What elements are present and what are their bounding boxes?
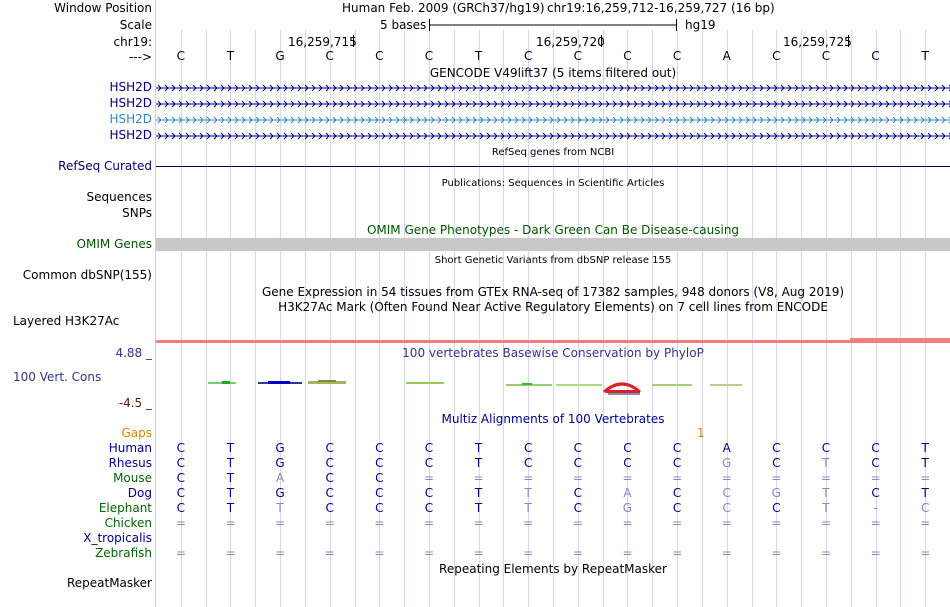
alignment-base: C [821, 441, 831, 455]
alignment-base: T [226, 486, 235, 500]
label-species[interactable]: Human [108, 441, 152, 455]
label-100-vert-cons[interactable]: 100 Vert. Cons [13, 370, 102, 384]
alignment-base: C [176, 441, 185, 455]
alignment-base: C [176, 486, 185, 500]
refseq-gene-line[interactable] [156, 166, 950, 167]
alignment-base: - [873, 501, 878, 515]
base-letter: C [821, 49, 831, 63]
label-gencode-item[interactable]: HSH2D [109, 128, 152, 142]
alignment-base: = [572, 516, 583, 530]
alignment-base: = [572, 471, 583, 485]
h3k27ac-signal[interactable] [156, 340, 950, 343]
coordinate-label: 16,259,715 [288, 35, 357, 49]
gencode-transcript [156, 101, 950, 107]
alignment-base: = [870, 471, 881, 485]
alignment-base: C [672, 456, 682, 470]
alignment-base: = [920, 516, 931, 530]
track-labels-column [0, 0, 155, 607]
label-gencode-item[interactable]: HSH2D [109, 112, 152, 126]
coordinate-label: 16,259,725 [783, 35, 852, 49]
alignment-base: C [722, 486, 731, 500]
base-letter: C [623, 49, 632, 63]
gencode-track-title: GENCODE V49lift37 (5 items filtered out) [429, 66, 677, 80]
alignment-base: C [375, 471, 384, 485]
repeatmasker-track-title: Repeating Elements by RepeatMasker [439, 562, 667, 576]
alignment-base: A [722, 441, 731, 455]
alignment-base: = [225, 516, 236, 530]
label-species[interactable]: X_tropicalis [83, 531, 152, 545]
base-letter: C [772, 49, 781, 63]
alignment-base: = [423, 471, 434, 485]
label-species[interactable]: Zebrafish [95, 546, 152, 560]
window-position-text: chr19:16,259,712-16,259,727 (16 bp) [547, 1, 775, 15]
alignment-base: = [423, 516, 434, 530]
alignment-base: G [275, 456, 285, 470]
base-letter: C [176, 49, 185, 63]
alignment-base: = [523, 546, 534, 560]
alignment-base: C [424, 501, 434, 515]
h3k27ac-track-title: H3K27Ac Mark (Often Found Near Active Regulatory Elements) on 7 cell lines from ENCODE [278, 300, 828, 314]
scale-bar-db: hg19 [685, 18, 716, 32]
alignment-base: = [721, 471, 732, 485]
alignment-base: C [325, 471, 334, 485]
alignment-base: = [423, 546, 434, 560]
alignment-base: T [226, 501, 235, 515]
alignment-base: T [474, 486, 483, 500]
track-display-area[interactable] [156, 0, 950, 607]
alignment-base: = [920, 546, 931, 560]
alignment-base: A [275, 471, 285, 485]
alignment-base: G [771, 486, 781, 500]
alignment-base: = [473, 471, 484, 485]
gencode-transcript [156, 133, 950, 139]
alignment-base: = [523, 471, 534, 485]
alignment-base: = [771, 516, 782, 530]
alignment-base: = [275, 546, 286, 560]
alignment-base: C [573, 456, 582, 470]
label-scale: Scale [119, 18, 152, 32]
label-species[interactable]: Dog [127, 486, 152, 500]
alignment-base: = [672, 546, 683, 560]
alignment-base: = [721, 546, 732, 560]
gtex-track-title: Gene Expression in 54 tissues from GTEx RNA-seq of 17382 samples, 948 donors (V8, Aug 2019) [261, 285, 845, 299]
alignment-base: T [474, 456, 483, 470]
alignment-base: C [772, 441, 781, 455]
label-gencode-item[interactable]: HSH2D [109, 96, 152, 110]
scale-bar-label: 5 bases [380, 18, 427, 32]
alignment-base: C [375, 501, 384, 515]
label-species[interactable]: Elephant [98, 501, 152, 515]
alignment-base: = [870, 546, 881, 560]
alignment-base: C [672, 501, 682, 515]
alignment-base: C [672, 486, 682, 500]
base-letter: T [474, 49, 483, 63]
multiz-track-title: Multiz Alignments of 100 Vertebrates [441, 412, 665, 426]
alignment-base: G [722, 456, 732, 470]
alignment-base: T [921, 486, 929, 500]
alignment-base: T [226, 471, 235, 485]
alignment-base: C [176, 456, 185, 470]
alignment-base: = [672, 516, 683, 530]
gencode-transcript [156, 117, 950, 123]
alignment-base: C [871, 456, 880, 470]
alignment-base: C [424, 486, 434, 500]
alignment-base: = [324, 546, 335, 560]
base-letter: G [275, 49, 285, 63]
alignment-base: T [524, 501, 532, 515]
label-layered-h3k27ac[interactable]: Layered H3K27Ac [13, 314, 120, 328]
label-species[interactable]: Mouse [113, 471, 152, 485]
base-letter: C [523, 49, 533, 63]
base-letter: A [722, 49, 731, 63]
alignment-base: C [424, 456, 434, 470]
alignment-base: = [324, 516, 335, 530]
alignment-base: = [275, 516, 286, 530]
refseq-track-title: RefSeq genes from NCBI [491, 147, 615, 158]
label-chr: chr19: [113, 35, 152, 49]
base-letter: C [573, 49, 582, 63]
alignment-base: C [772, 501, 781, 515]
base-letter: C [424, 49, 434, 63]
alignment-base: C [325, 456, 334, 470]
alignment-base: C [176, 501, 185, 515]
label-common-dbsnp[interactable]: Common dbSNP(155) [22, 268, 152, 282]
label-strand-arrow: ---> [128, 50, 152, 64]
alignment-base: T [474, 441, 483, 455]
label-snps[interactable]: SNPs [122, 206, 152, 220]
omim-track-title: OMIM Gene Phenotypes - Dark Green Can Be Disease-causing [366, 223, 740, 237]
coordinate-label: 16,259,720 [536, 35, 605, 49]
phylop-track-title: 100 vertebrates Basewise Conservation by PhyloP [402, 346, 704, 360]
alignment-base: C [375, 486, 384, 500]
alignment-base: T [226, 441, 235, 455]
gencode-transcript [156, 85, 950, 91]
alignment-base: = [721, 516, 732, 530]
alignment-base: C [722, 501, 731, 515]
alignment-base: = [374, 546, 385, 560]
alignment-base: = [870, 516, 881, 530]
alignment-base: C [523, 456, 533, 470]
alignment-base: C [176, 471, 185, 485]
alignment-base: C [623, 441, 632, 455]
omim-gene-bar[interactable] [156, 238, 950, 251]
publications-track-title: Publications: Sequences in Scientific Articles [441, 178, 665, 189]
label-gencode-item[interactable]: HSH2D [109, 80, 152, 94]
alignment-base: = [622, 546, 633, 560]
dbsnp-track-title: Short Genetic Variants from dbSNP release 155 [434, 255, 672, 266]
alignment-base: = [473, 516, 484, 530]
alignment-base: C [871, 441, 880, 455]
label-window-position: Window Position [54, 1, 152, 15]
h3k27ac-signal-peak[interactable] [850, 338, 950, 340]
alignment-base: C [325, 486, 334, 500]
alignment-base: C [672, 441, 682, 455]
alignment-base: T [474, 501, 483, 515]
alignment-base: C [573, 441, 582, 455]
alignment-base: = [225, 546, 236, 560]
alignment-base: C [772, 456, 781, 470]
label-species[interactable]: Chicken [104, 516, 152, 530]
alignment-base: G [275, 486, 285, 500]
base-letter: T [921, 49, 929, 63]
label-species[interactable]: Rhesus [108, 456, 152, 470]
alignment-base: C [325, 441, 334, 455]
base-letter: C [871, 49, 880, 63]
alignment-base: T [921, 456, 929, 470]
alignment-base: = [820, 516, 831, 530]
label-phylop-min: -4.5 _ [118, 396, 152, 410]
alignment-base: T [276, 501, 284, 515]
alignment-base: = [920, 471, 931, 485]
gap-mark: 1 [697, 426, 705, 440]
alignment-base: G [622, 501, 633, 515]
alignment-base: = [374, 516, 385, 530]
alignment-base: = [672, 471, 683, 485]
alignment-base: = [771, 471, 782, 485]
alignment-base: = [771, 546, 782, 560]
label-phylop-max: 4.88 _ [115, 346, 152, 360]
alignment-base: C [375, 456, 384, 470]
assembly-name: Human Feb. 2009 (GRCh37/hg19) [342, 1, 545, 15]
base-letter: C [325, 49, 334, 63]
label-omim-genes[interactable]: OMIM Genes [76, 237, 152, 251]
alignment-base: C [573, 486, 582, 500]
label-gaps[interactable]: Gaps [121, 426, 152, 440]
alignment-base: C [523, 441, 533, 455]
alignment-base: T [822, 486, 830, 500]
alignment-base: = [473, 546, 484, 560]
alignment-base: = [820, 471, 831, 485]
alignment-base: T [524, 486, 532, 500]
alignment-base: T [226, 456, 235, 470]
alignment-base: G [275, 441, 285, 455]
label-repeatmasker[interactable]: RepeatMasker [66, 576, 152, 590]
alignment-base: C [573, 501, 582, 515]
alignment-base: C [920, 501, 930, 515]
alignment-base: = [572, 546, 583, 560]
label-refseq-curated[interactable]: RefSeq Curated [58, 159, 152, 173]
alignment-base: T [822, 456, 830, 470]
alignment-base: = [523, 516, 534, 530]
alignment-base: C [623, 456, 632, 470]
alignment-base: C [871, 486, 880, 500]
alignment-base: A [623, 486, 632, 500]
alignment-base: C [325, 501, 334, 515]
alignment-base: = [820, 546, 831, 560]
alignment-base: C [375, 441, 384, 455]
alignment-base: = [622, 471, 633, 485]
alignment-base: T [822, 501, 830, 515]
alignment-base: C [424, 441, 434, 455]
alignment-base: = [175, 546, 186, 560]
alignment-base: T [921, 441, 929, 455]
label-sequences[interactable]: Sequences [86, 190, 152, 204]
base-letter: C [375, 49, 384, 63]
base-letter: C [672, 49, 682, 63]
base-letter: T [226, 49, 235, 63]
alignment-base: = [622, 516, 633, 530]
alignment-base: = [175, 516, 186, 530]
